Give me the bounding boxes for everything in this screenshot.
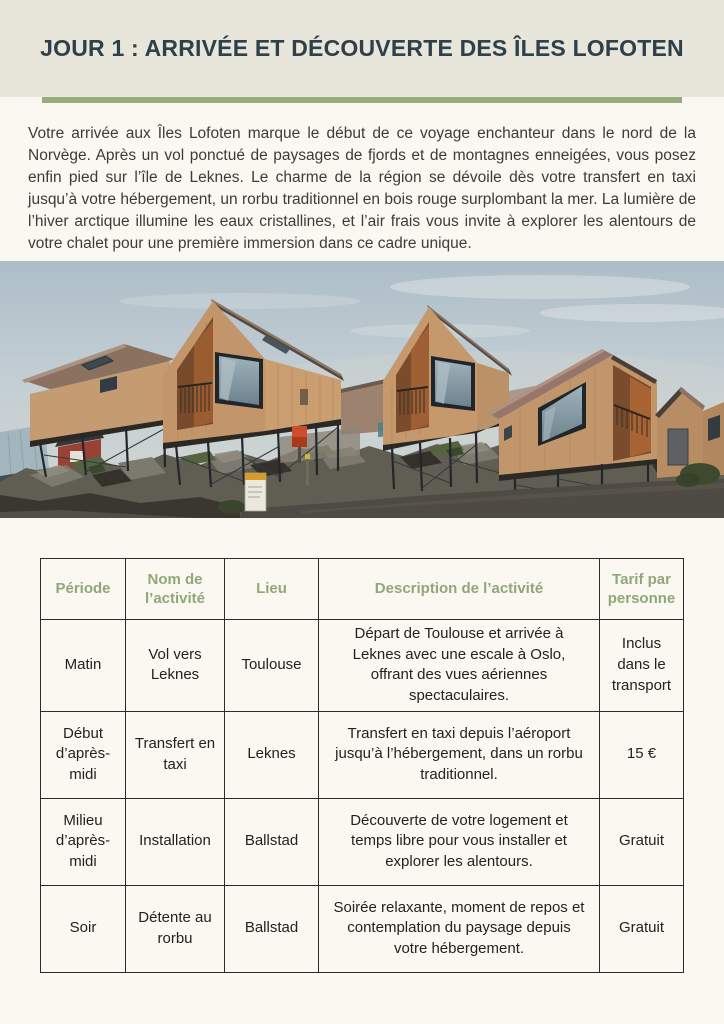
cell-lieu: Ballstad xyxy=(225,798,319,885)
cell-periode: Début d’après-midi xyxy=(41,711,126,798)
col-header-activite: Nom de l’activité xyxy=(126,559,225,620)
cell-activite: Vol vers Leknes xyxy=(126,620,225,712)
page-title: JOUR 1 : ARRIVÉE ET DÉCOUVERTE DES ÎLES LOFOTEN xyxy=(40,35,684,61)
cell-activite: Transfert en taxi xyxy=(126,711,225,798)
cell-periode: Matin xyxy=(41,620,126,712)
cell-tarif: 15 € xyxy=(600,711,684,798)
cell-lieu: Toulouse xyxy=(225,620,319,712)
cell-activite: Installation xyxy=(126,798,225,885)
cell-description: Départ de Toulouse et arrivée à Leknes avec une escale à Oslo, offrant des vues aériennes spectaculaires. xyxy=(319,620,600,712)
cell-activite: Détente au rorbu xyxy=(126,885,225,972)
table-row-debut-apres-midi xyxy=(41,711,684,798)
cell-description: Soirée relaxante, moment de repos et contemplation du paysage depuis votre hébergement. xyxy=(319,885,600,972)
cell-description: Découverte de votre logement et temps libre pour vous installer et explorer les alentours. xyxy=(319,798,600,885)
page-header xyxy=(0,0,724,97)
col-header-lieu: Lieu xyxy=(225,559,319,620)
table-row-matin xyxy=(41,620,684,712)
col-header-tarif: Tarif par personne xyxy=(600,559,684,620)
itinerary-table-wrap xyxy=(40,558,683,973)
col-header-description: Description de l’activité xyxy=(319,559,600,620)
cell-periode: Milieu d’après-midi xyxy=(41,798,126,885)
table-row-milieu-apres-midi xyxy=(41,798,684,885)
itinerary-table xyxy=(40,558,684,973)
cabins-photo-illustration xyxy=(0,261,724,518)
table-header-row xyxy=(41,559,684,620)
cell-tarif: Gratuit xyxy=(600,798,684,885)
cell-description: Transfert en taxi depuis l’aéroport jusqu’à l’hébergement, dans un rorbu traditionnel. xyxy=(319,711,600,798)
intro-paragraph: Votre arrivée aux Îles Lofoten marque le début de ce voyage enchanteur dans le nord de la Norvège. Après un vol ponctué de paysages de fjords et de montagnes enneigées, vous posez enfin pied sur l’île de Leknes. Le charme de la région se dévoile dès votre transfert en taxi jusqu’à votre hébergement, un rorbu traditionnel en bois rouge surplombant la mer. La lumière de l’hiver arctique illumine les eaux cristallines, et l’air frais vous invite à explorer les alentours de votre chalet pour une première immersion dans ce cadre unique. xyxy=(28,125,696,252)
table-row-soir xyxy=(41,885,684,972)
cabins-photo xyxy=(0,261,724,518)
col-header-periode: Période xyxy=(41,559,126,620)
cell-tarif: Gratuit xyxy=(600,885,684,972)
title-divider xyxy=(42,97,682,103)
cell-tarif: Inclus dans le transport xyxy=(600,620,684,712)
cell-periode: Soir xyxy=(41,885,126,972)
cell-lieu: Ballstad xyxy=(225,885,319,972)
cell-lieu: Leknes xyxy=(225,711,319,798)
